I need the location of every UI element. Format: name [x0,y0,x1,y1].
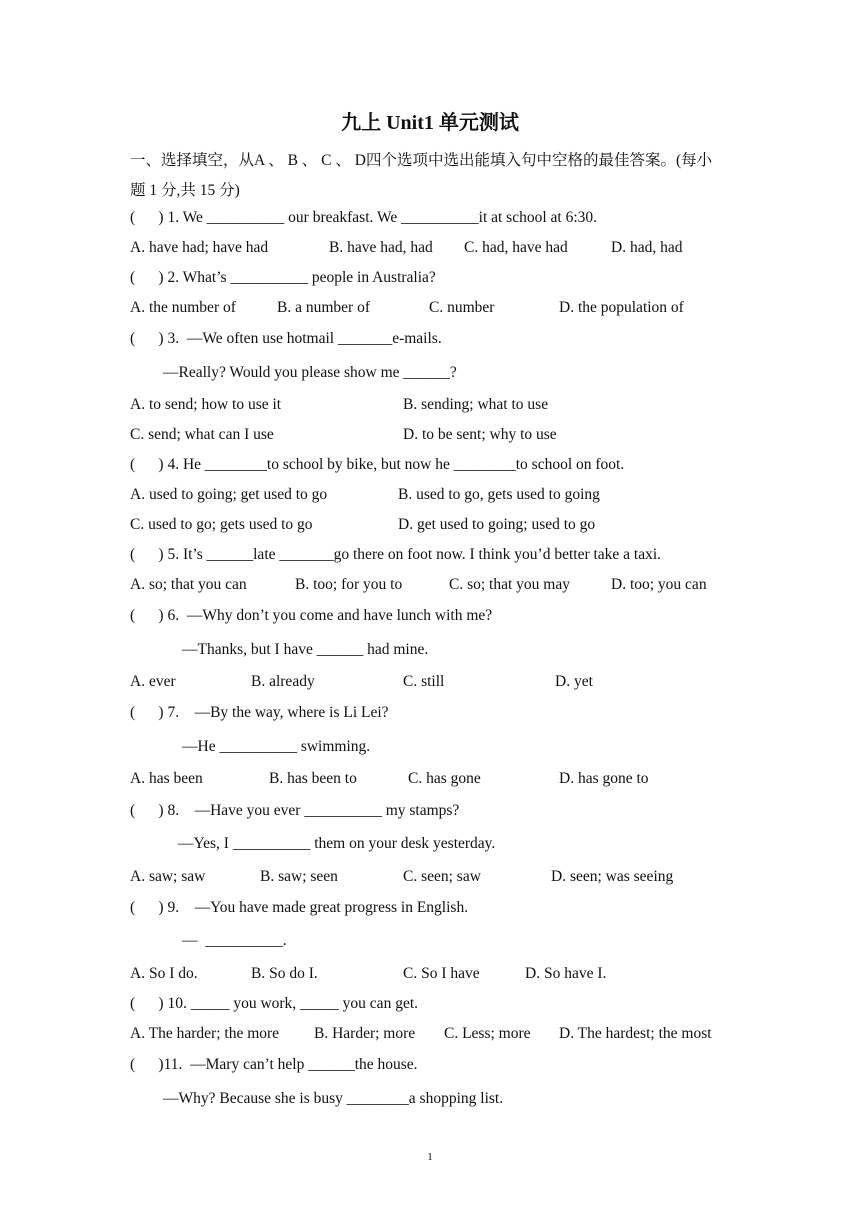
question-8-option-d: D. seen; was seeing [551,868,674,885]
question-1-stem: ( ) 1. We __________ our breakfast. We __________it at school at 6:30. [130,209,598,226]
question-8-reply: —Yes, I __________ them on your desk yesterday. [178,835,496,852]
section-instruction-line-2: 题 1 分,共 15 分) [130,182,240,199]
question-5-stem: ( ) 5. It’s ______late _______go there on foot now. I think you’d better take a taxi. [130,546,662,563]
question-10-option-b: B. Harder; more [314,1025,416,1042]
question-8-option-a: A. saw; saw [130,868,206,885]
question-4-option-b: B. used to go, gets used to going [398,486,600,503]
question-9-option-c: C. So I have [403,965,480,982]
question-7-option-d: D. has gone to [559,770,649,787]
question-8-stem: ( ) 8. —Have you ever __________ my stamps? [130,802,460,819]
question-10-option-c: C. Less; more [444,1025,531,1042]
question-4-option-c: C. used to go; gets used to go [130,516,313,533]
question-1-option-c: C. had, have had [464,239,568,256]
question-5-option-b: B. too; for you to [295,576,403,593]
question-9-option-d: D. So have I. [525,965,607,982]
question-8-option-b: B. saw; seen [260,868,338,885]
question-6-stem: ( ) 6. —Why don’t you come and have lunch with me? [130,607,493,624]
question-2-option-d: D. the population of [559,299,684,316]
question-6-reply: —Thanks, but I have ______ had mine. [182,641,429,658]
question-2-option-c: C. number [429,299,495,316]
question-10-option-d: D. The hardest; the most [559,1025,712,1042]
page-number: 1 [427,1151,433,1163]
question-11-reply: —Why? Because she is busy ________a shopping list. [163,1090,504,1107]
question-7-option-b: B. has been to [269,770,357,787]
question-3-option-a: A. to send; how to use it [130,396,282,413]
question-3-option-d: D. to be sent; why to use [403,426,557,443]
question-8-option-c: C. seen; saw [403,868,481,885]
question-1-option-a: A. have had; have had [130,239,269,256]
page-title: 九上 Unit1 单元测试 [341,112,519,134]
question-1-option-b: B. have had, had [329,239,433,256]
question-6-option-c: C. still [403,673,445,690]
question-3-option-b: B. sending; what to use [403,396,549,413]
question-3-stem: ( ) 3. —We often use hotmail _______e-mails. [130,330,442,347]
question-4-stem: ( ) 4. He ________to school by bike, but now he ________to school on foot. [130,456,625,473]
question-9-option-a: A. So I do. [130,965,198,982]
question-7-reply: —He __________ swimming. [182,738,371,755]
question-7-stem: ( ) 7. —By the way, where is Li Lei? [130,704,389,721]
question-10-stem: ( ) 10. _____ you work, _____ you can get. [130,995,418,1012]
question-9-reply: — __________. [182,932,287,949]
section-instruction-line-1: 一、选择填空，从A 、 B 、 C 、 D四个选项中选出能填入句中空格的最佳答案。(每小 [130,152,713,169]
question-7-option-a: A. has been [130,770,203,787]
question-6-option-d: D. yet [555,673,593,690]
question-2-stem: ( ) 2. What’s __________ people in Australia? [130,269,436,286]
question-10-option-a: A. The harder; the more [130,1025,280,1042]
question-7-option-c: C. has gone [408,770,481,787]
question-5-option-d: D. too; you can [611,576,707,593]
question-5-option-c: C. so; that you may [449,576,570,593]
question-6-option-a: A. ever [130,673,176,690]
question-9-option-b: B. So do I. [251,965,318,982]
question-11-stem: ( )11. —Mary can’t help ______the house. [130,1056,418,1073]
question-9-stem: ( ) 9. —You have made great progress in English. [130,899,469,916]
question-1-option-d: D. had, had [611,239,683,256]
question-5-option-a: A. so; that you can [130,576,247,593]
question-6-option-b: B. already [251,673,315,690]
question-3-reply: —Really? Would you please show me ______? [163,364,457,381]
question-4-option-d: D. get used to going; used to go [398,516,596,533]
question-2-option-b: B. a number of [277,299,370,316]
question-2-option-a: A. the number of [130,299,236,316]
question-4-option-a: A. used to going; get used to go [130,486,328,503]
question-3-option-c: C. send; what can I use [130,426,274,443]
